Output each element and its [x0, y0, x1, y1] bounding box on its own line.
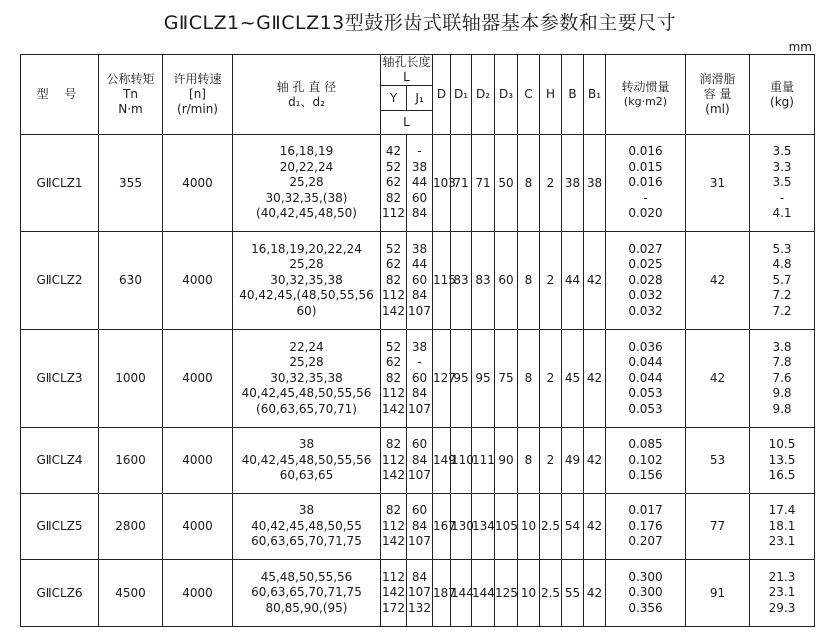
header-D3: D₃ [495, 55, 518, 135]
weight-cell [750, 232, 815, 330]
dim-D2-cell: 71 [472, 135, 495, 232]
bore-diameter-line: 40,42,45,48,50,55,56 [241, 452, 372, 467]
length-Y-value: 142 [382, 303, 405, 318]
bore-diameter-line: 30,32,35,38 [270, 272, 343, 287]
header-D2: D₂ [472, 55, 495, 135]
weight-value: 29.3 [768, 600, 796, 615]
inertia-value: 0.016 [628, 175, 663, 190]
dim-B1-cell: 42 [584, 330, 606, 428]
bore-diameter-cell [233, 135, 381, 232]
weight-value: 9.8 [772, 386, 792, 401]
weight-value: 4.1 [772, 206, 792, 221]
length-J1-cell [407, 494, 433, 560]
header-model: 型 号 [21, 55, 99, 135]
inertia-value: 0.016 [628, 144, 663, 159]
dim-H-cell: 2.5 [540, 560, 562, 627]
length-Y-value: 142 [382, 401, 405, 416]
dim-B1-cell: 42 [584, 494, 606, 560]
header-bore-diameter: 轴 孔 直 径 d₁、d₂ [233, 55, 381, 135]
dim-D1-cell: 110 [451, 428, 472, 494]
grease-cell: 77 [686, 494, 750, 560]
length-J1-value: 107 [408, 401, 431, 416]
dim-B1-cell: 42 [584, 232, 606, 330]
length-Y-value: 62 [385, 257, 402, 272]
bore-diameter-line: 20,22,24 [279, 159, 334, 174]
bore-diameter-line: 80,85,90,(95) [265, 600, 348, 615]
header-inertia: 转动惯量 (kg·m2) [606, 55, 686, 135]
weight-value: 3.5 [772, 175, 792, 190]
dim-C-cell: 8 [518, 232, 540, 330]
inertia-cell [606, 232, 686, 330]
length-Y-value: 112 [382, 518, 405, 533]
length-Y-value: 112 [382, 386, 405, 401]
dim-B1-cell: 42 [584, 560, 606, 627]
length-Y-value: 142 [382, 468, 405, 483]
dim-D3-cell: 60 [495, 232, 518, 330]
inertia-value: 0.102 [628, 452, 663, 467]
weight-value: 9.8 [772, 401, 792, 416]
dim-B-cell: 44 [562, 232, 584, 330]
weight-value: 5.7 [772, 272, 792, 287]
table-row [21, 428, 815, 494]
length-Y-value: 82 [385, 503, 402, 518]
header-J1: J₁ [407, 86, 433, 111]
length-J1-value: - [417, 144, 422, 159]
dim-C-cell: 10 [518, 560, 540, 627]
inertia-value: 0.015 [628, 159, 663, 174]
inertia-value: 0.044 [628, 355, 663, 370]
dim-D3-cell: 75 [495, 330, 518, 428]
table-row [21, 330, 815, 428]
weight-value: 23.1 [768, 585, 796, 600]
weight-value: 17.4 [768, 503, 796, 518]
bore-diameter-line: 16,18,19,20,22,24 [251, 241, 362, 256]
inertia-value: 0.028 [628, 272, 663, 287]
dim-C-cell: 10 [518, 494, 540, 560]
weight-value: 3.3 [772, 159, 792, 174]
length-J1-value: 84 [411, 288, 428, 303]
model-cell: GⅡCLZ4 [21, 428, 99, 494]
inertia-value: 0.027 [628, 241, 663, 256]
length-Y-cell [381, 560, 407, 627]
speed-cell: 4000 [163, 232, 233, 330]
dim-D3-cell: 50 [495, 135, 518, 232]
length-J1-value: 107 [408, 585, 431, 600]
bore-diameter-line: 38 [298, 503, 315, 518]
length-J1-value: 38 [411, 159, 428, 174]
dim-B1-cell: 42 [584, 428, 606, 494]
weight-value: 13.5 [768, 452, 796, 467]
model-cell: GⅡCLZ1 [21, 135, 99, 232]
speed-cell: 4000 [163, 428, 233, 494]
weight-value: 4.8 [772, 257, 792, 272]
bore-diameter-line: 40,42,45,48,50,55,56 [241, 386, 372, 401]
grease-cell: 53 [686, 428, 750, 494]
length-J1-value: 84 [411, 452, 428, 467]
length-Y-value: 62 [385, 175, 402, 190]
table-row [21, 494, 815, 560]
inertia-value: 0.053 [628, 401, 663, 416]
length-J1-cell [407, 232, 433, 330]
length-Y-value: 82 [385, 437, 402, 452]
dim-B1-cell: 38 [584, 135, 606, 232]
length-J1-value: 60 [411, 190, 428, 205]
dim-D1-cell: 83 [451, 232, 472, 330]
grease-cell: 31 [686, 135, 750, 232]
length-Y-value: 112 [382, 452, 405, 467]
length-Y-cell [381, 135, 407, 232]
weight-value: 21.3 [768, 569, 796, 584]
header-L: L [381, 111, 433, 135]
grease-cell: 42 [686, 330, 750, 428]
weight-cell [750, 494, 815, 560]
dim-D1-cell: 95 [451, 330, 472, 428]
inertia-value: 0.300 [628, 585, 663, 600]
length-Y-value: 142 [382, 534, 405, 549]
torque-cell: 1000 [99, 330, 163, 428]
weight-value: 18.1 [768, 518, 796, 533]
document-title: GⅡCLZ1~GⅡCLZ13型鼓形齿式联轴器基本参数和主要尺寸 [163, 12, 677, 34]
bore-diameter-cell [233, 494, 381, 560]
inertia-value: 0.053 [628, 386, 663, 401]
header-speed: 许用转速 [n] (r/min) [163, 55, 233, 135]
dim-H-cell: 2 [540, 135, 562, 232]
weight-value: 3.8 [772, 339, 792, 354]
dim-D1-cell: 144 [451, 560, 472, 627]
inertia-value: 0.032 [628, 288, 663, 303]
length-Y-value: 52 [385, 241, 402, 256]
inertia-cell [606, 494, 686, 560]
table-row [21, 560, 815, 627]
inertia-value: 0.044 [628, 370, 663, 385]
length-Y-cell [381, 330, 407, 428]
dim-D3-cell: 90 [495, 428, 518, 494]
model-cell: GⅡCLZ2 [21, 232, 99, 330]
length-Y-cell [381, 494, 407, 560]
inertia-value: 0.036 [628, 339, 663, 354]
speed-cell: 4000 [163, 135, 233, 232]
weight-value: 7.6 [772, 370, 792, 385]
weight-value: 3.5 [772, 144, 792, 159]
weight-value: 23.1 [768, 534, 796, 549]
length-Y-value: 112 [382, 206, 405, 221]
length-J1-value: 84 [411, 386, 428, 401]
model-cell: GⅡCLZ5 [21, 494, 99, 560]
length-J1-value: - [417, 355, 422, 370]
length-Y-value: 142 [382, 585, 405, 600]
length-J1-value: 38 [411, 339, 428, 354]
torque-cell: 2800 [99, 494, 163, 560]
dim-D3-cell: 125 [495, 560, 518, 627]
table-row [21, 135, 815, 232]
header-B: B [562, 55, 584, 135]
dim-D-cell: 167 [433, 494, 451, 560]
bore-diameter-line: (60,63,65,70,71) [256, 401, 357, 416]
length-J1-value: 60 [411, 503, 428, 518]
bore-diameter-cell [233, 330, 381, 428]
length-Y-cell [381, 232, 407, 330]
length-Y-value: 82 [385, 272, 402, 287]
length-J1-cell [407, 428, 433, 494]
length-J1-value: 44 [411, 257, 428, 272]
length-Y-value: 52 [385, 159, 402, 174]
table-row [21, 232, 815, 330]
unit-label: mm [788, 40, 812, 54]
speed-cell: 4000 [163, 560, 233, 627]
dim-C-cell: 8 [518, 135, 540, 232]
bore-diameter-line: 25,28 [289, 355, 324, 370]
weight-value: 7.2 [772, 288, 792, 303]
bore-diameter-line: 25,28 [289, 175, 324, 190]
weight-cell [750, 135, 815, 232]
bore-diameter-line: 45,48,50,55,56 [260, 569, 353, 584]
weight-value: - [779, 190, 785, 205]
header-D1: D₁ [451, 55, 472, 135]
bore-diameter-line: 16,18,19 [279, 144, 334, 159]
length-Y-value: 62 [385, 355, 402, 370]
length-Y-value: 82 [385, 370, 402, 385]
weight-cell [750, 330, 815, 428]
speed-cell: 4000 [163, 330, 233, 428]
length-J1-value: 107 [408, 468, 431, 483]
length-J1-value: 84 [411, 518, 428, 533]
inertia-value: 0.085 [628, 437, 663, 452]
weight-cell [750, 428, 815, 494]
dim-D-cell: 187 [433, 560, 451, 627]
dim-D2-cell: 95 [472, 330, 495, 428]
dim-B-cell: 55 [562, 560, 584, 627]
bore-diameter-cell [233, 428, 381, 494]
weight-value: 10.5 [768, 437, 796, 452]
bore-diameter-cell [233, 232, 381, 330]
weight-value: 5.3 [772, 241, 792, 256]
dim-H-cell: 2 [540, 428, 562, 494]
header-C: C [518, 55, 540, 135]
dim-D2-cell: 83 [472, 232, 495, 330]
dim-D2-cell: 144 [472, 560, 495, 627]
weight-cell [750, 560, 815, 627]
dim-B-cell: 49 [562, 428, 584, 494]
dim-D2-cell: 134 [472, 494, 495, 560]
grease-cell: 42 [686, 232, 750, 330]
inertia-value: 0.020 [628, 206, 663, 221]
bore-diameter-line: 38 [298, 437, 315, 452]
length-J1-value: 60 [411, 370, 428, 385]
header-D: D [433, 55, 451, 135]
header-grease: 润滑脂 容 量 (ml) [686, 55, 750, 135]
dim-H-cell: 2.5 [540, 494, 562, 560]
length-J1-value: 132 [408, 600, 431, 615]
length-Y-value: 52 [385, 339, 402, 354]
torque-cell: 630 [99, 232, 163, 330]
inertia-value: 0.017 [628, 503, 663, 518]
length-Y-value: 172 [382, 600, 405, 615]
inertia-cell [606, 428, 686, 494]
weight-value: 7.2 [772, 303, 792, 318]
model-cell: GⅡCLZ3 [21, 330, 99, 428]
inertia-value: 0.025 [628, 257, 663, 272]
dim-H-cell: 2 [540, 232, 562, 330]
dim-D-cell: 149 [433, 428, 451, 494]
length-Y-cell [381, 428, 407, 494]
bore-diameter-line: 30,32,35,38 [270, 370, 343, 385]
length-J1-value: 84 [411, 206, 428, 221]
length-J1-cell [407, 330, 433, 428]
header-torque: 公称转矩 Tn N·m [99, 55, 163, 135]
bore-diameter-line: 22,24 [289, 339, 324, 354]
bore-diameter-line: 60,63,65,70,71,75 [251, 534, 362, 549]
length-Y-value: 112 [382, 288, 405, 303]
torque-cell: 1600 [99, 428, 163, 494]
dim-C-cell: 8 [518, 330, 540, 428]
dim-C-cell: 8 [518, 428, 540, 494]
dim-D1-cell: 130 [451, 494, 472, 560]
length-J1-value: 60 [411, 272, 428, 287]
dim-D-cell: 115 [433, 232, 451, 330]
bore-diameter-line: 30,32,35,(38) [265, 190, 348, 205]
length-Y-value: 82 [385, 190, 402, 205]
dim-B-cell: 54 [562, 494, 584, 560]
dim-H-cell: 2 [540, 330, 562, 428]
weight-value: 7.8 [772, 355, 792, 370]
header-shaft-length: 轴孔长度L [382, 55, 431, 84]
bore-diameter-line: 60,63,65 [279, 468, 334, 483]
dim-B-cell: 45 [562, 330, 584, 428]
speed-cell: 4000 [163, 494, 233, 560]
header-H: H [540, 55, 562, 135]
inertia-value: - [643, 190, 648, 205]
length-J1-cell [407, 135, 433, 232]
bore-diameter-line: 60,63,65,70,71,75 [251, 585, 362, 600]
bore-diameter-line: (40,42,45,48,50) [256, 206, 357, 221]
bore-diameter-line: 40,42,45,48,50,55 [251, 518, 362, 533]
bore-diameter-cell [233, 560, 381, 627]
inertia-cell [606, 135, 686, 232]
header-weight: 重量 (kg) [750, 55, 815, 135]
dim-D-cell: 127 [433, 330, 451, 428]
header-B1: B₁ [584, 55, 606, 135]
bore-diameter-line: 40,42,45,(48,50,55,56 [239, 288, 374, 303]
inertia-cell [606, 330, 686, 428]
inertia-value: 0.356 [628, 600, 663, 615]
inertia-value: 0.207 [628, 534, 663, 549]
length-J1-value: 107 [408, 303, 431, 318]
spec-table [20, 54, 815, 627]
length-Y-value: 112 [382, 569, 405, 584]
torque-cell: 4500 [99, 560, 163, 627]
length-J1-value: 44 [411, 175, 428, 190]
length-J1-value: 38 [411, 241, 428, 256]
model-cell: GⅡCLZ6 [21, 560, 99, 627]
inertia-value: 0.300 [628, 569, 663, 584]
header-Y: Y [381, 86, 407, 111]
grease-cell: 91 [686, 560, 750, 627]
dim-D3-cell: 105 [495, 494, 518, 560]
inertia-value: 0.032 [628, 303, 663, 318]
torque-cell: 355 [99, 135, 163, 232]
length-J1-cell [407, 560, 433, 627]
dim-D2-cell: 111 [472, 428, 495, 494]
length-J1-value: 84 [411, 569, 428, 584]
dim-D1-cell: 71 [451, 135, 472, 232]
inertia-value: 0.156 [628, 468, 663, 483]
bore-diameter-line: 60) [296, 303, 317, 318]
dim-D-cell: 103 [433, 135, 451, 232]
length-Y-value: 42 [385, 144, 402, 159]
weight-value: 16.5 [768, 468, 796, 483]
bore-diameter-line: 25,28 [289, 257, 324, 272]
length-J1-value: 107 [408, 534, 431, 549]
dim-B-cell: 38 [562, 135, 584, 232]
inertia-cell [606, 560, 686, 627]
length-J1-value: 60 [411, 437, 428, 452]
inertia-value: 0.176 [628, 518, 663, 533]
